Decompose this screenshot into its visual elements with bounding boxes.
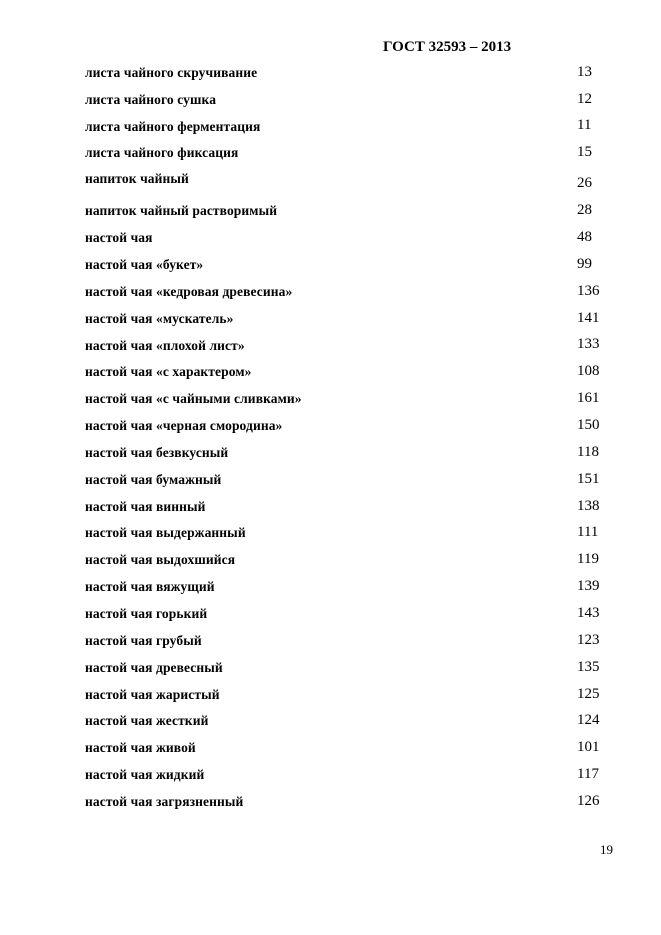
index-number: 13 [577,64,592,80]
index-term: настой чая жесткий [85,713,209,728]
index-term: настой чая «с чайными сливками» [85,391,302,406]
index-number: 117 [577,766,599,782]
index-number: 48 [577,229,592,245]
index-term: напиток чайный [85,171,189,186]
index-number: 28 [577,202,592,218]
index-term: листа чайного сушка [85,92,217,107]
index-entry [0,144,661,164]
index-entry [0,767,661,787]
index-number: 124 [577,712,600,728]
index-entry [0,364,661,384]
index-term: настой чая безвкусный [85,445,229,460]
index-number: 139 [577,578,600,594]
index-entry [0,311,661,331]
document-header: ГОСТ 32593 – 2013 [383,39,512,55]
index-number: 11 [577,117,592,133]
index-term: листа чайного фиксация [85,145,239,160]
index-number: 161 [577,390,600,406]
index-entry [0,391,661,411]
index-entry [0,338,661,358]
index-term: листа чайного ферментация [85,119,261,134]
index-number: 151 [577,471,600,487]
index-number: 133 [577,336,600,352]
index-entry [0,203,661,223]
index-entry [0,687,661,707]
index-number: 12 [577,91,592,107]
index-term: листа чайного скручивание [85,65,258,80]
index-entry [0,499,661,519]
index-number: 126 [577,793,600,809]
index-term: настой чая «мускатель» [85,311,234,326]
index-term: настой чая загрязненный [85,794,244,809]
index-number: 123 [577,632,600,648]
index-entry [0,257,661,277]
index-number: 136 [577,283,600,299]
index-entry [0,525,661,545]
index-term: настой чая древесный [85,660,223,675]
index-number: 141 [577,310,600,326]
index-entry [0,740,661,760]
index-number: 108 [577,363,600,379]
index-term: настой чая грубый [85,633,202,648]
index-term: настой чая выдохшийся [85,552,236,567]
index-number: 135 [577,659,600,675]
index-entry [0,91,661,111]
index-entry [0,660,661,680]
index-number: 138 [577,498,600,514]
index-number: 99 [577,256,592,272]
index-number: 143 [577,605,600,621]
index-entry [0,579,661,599]
index-entry [0,633,661,653]
index-term: настой чая «букет» [85,257,204,272]
index-term: настой чая «плохой лист» [85,338,245,353]
index-entry [0,713,661,733]
index-number: 125 [577,686,600,702]
index-entry [0,230,661,250]
index-term: настой чая [85,230,153,245]
index-term: напиток чайный растворимый [85,203,278,218]
index-entry [0,794,661,814]
index-entry [0,64,661,84]
index-term: настой чая винный [85,499,206,514]
index-term: настой чая «черная смородина» [85,418,283,433]
index-number: 111 [577,524,599,540]
index-term: настой чая жаристый [85,687,220,702]
index-entry [0,171,661,191]
index-number: 118 [577,444,599,460]
index-number: 26 [577,175,592,191]
index-term: настой чая вяжущий [85,579,215,594]
index-number: 15 [577,144,592,160]
index-entry [0,445,661,465]
index-term: настой чая «кедровая древесина» [85,284,293,299]
index-term: настой чая «с характером» [85,364,252,379]
index-term: настой чая жидкий [85,767,205,782]
index-number: 150 [577,417,600,433]
index-entry [0,552,661,572]
index-number: 101 [577,739,600,755]
index-entry [0,418,661,438]
index-term: настой чая живой [85,740,196,755]
index-term: настой чая выдержанный [85,525,246,540]
index-entry [0,472,661,492]
index-entry [0,606,661,626]
page-number: 19 [600,842,613,857]
index-term: настой чая горький [85,606,208,621]
index-entry [0,117,661,137]
index-entry [0,284,661,304]
index-term: настой чая бумажный [85,472,222,487]
index-number: 119 [577,551,599,567]
